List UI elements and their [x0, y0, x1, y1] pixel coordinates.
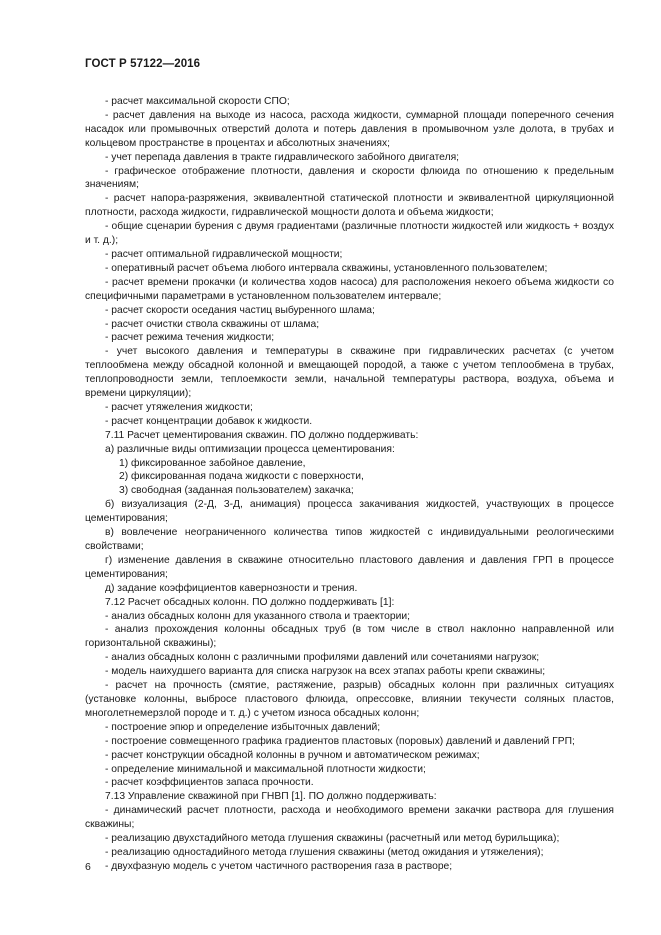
paragraph: - реализацию двухстадийного метода глушения скважины (расчетный или метод бурильщика); [105, 833, 560, 845]
paragraph: 3) свободная (заданная пользователем) закачка; [119, 485, 354, 497]
paragraph: - расчет скорости оседания частиц выбуренного шлама; [105, 304, 375, 316]
paragraph: г) изменение давления в скважине относительно пластового давления и давления ГРП в процессе цементирования; [85, 554, 614, 580]
paragraph: - реализацию одностадийного метода глушения скважины (метод ожидания и утяжеления); [105, 846, 544, 858]
paragraph: - учет перепада давления в тракте гидравлического забойного двигателя; [105, 151, 460, 163]
paragraph: - анализ прохождения колонны обсадных труб (в том числе в ствол наклонно направленной или горизонтальной скважины); [85, 624, 614, 650]
paragraph: 7.11 Расчет цементирования скважин. ПО должно поддерживать: [105, 429, 419, 441]
paragraph: 1) фиксированное забойное давление, [119, 457, 306, 469]
paragraph: - расчет оптимальной гидравлической мощности; [105, 248, 343, 260]
paragraph: 7.12 Расчет обсадных колонн. ПО должно поддерживать [1]: [105, 596, 395, 608]
paragraph: - расчет очистки ствола скважины от шлама; [105, 318, 320, 330]
document-code-header: ГОСТ Р 57122—2016 [85, 58, 201, 70]
paragraph: - расчет напора-разряжения, эквивалентной статической плотности и эквивалентной циркуляционной плотности, расхода жидкости, гидравлической мощности долота и объема жидкости; [85, 193, 614, 219]
paragraph: - анализ обсадных колонн с различными профилями давлений или сочетаниями нагрузок; [105, 652, 540, 664]
paragraph: - построение совмещенного графика градиентов пластовых (поровых) давлений и давлений ГРП; [105, 735, 575, 747]
paragraph: 2) фиксированная подача жидкости с поверхности, [119, 471, 364, 483]
paragraph: - построение эпюр и определение избыточных давлений; [105, 721, 381, 733]
paragraph: - двухфазную модель с учетом частичного растворения газа в растворе; [105, 860, 453, 872]
paragraph: - общие сценарии бурения с двумя градиентами (различные плотности жидкостей или жидкость + воздух и т. д.); [85, 221, 614, 247]
paragraph: 7.13 Управление скважиной при ГНВП [1]. ПО должно поддерживать: [105, 791, 437, 803]
document-body [85, 95, 614, 874]
paragraph: - расчет утяжеления жидкости; [105, 401, 253, 413]
paragraph: - расчет коэффициентов запаса прочности. [105, 777, 314, 789]
paragraph: - оперативный расчет объема любого интервала скважины, установленного пользователем; [105, 262, 548, 274]
paragraph: б) визуализация (2-Д, 3-Д, анимация) процесса закачивания жидкостей, участвующих в процессе цементирования; [85, 499, 614, 525]
paragraph: - анализ обсадных колонн для указанного ствола и траектории; [105, 610, 410, 622]
paragraph: - динамический расчет плотности, расхода и необходимого времени закачки раствора для глушения скважины; [85, 805, 614, 831]
paragraph: - расчет на прочность (смятие, растяжение, разрыв) обсадных колонн при различных ситуациях (установке колонны, выбросе пластового флюида, опрессовке, влиянии текучести соляных пластов, многолетнемерзлой породе и т. д.) с учетом износа обсадных колонн; [85, 680, 614, 719]
paragraph: - модель наихудшего варианта для списка нагрузок на всех этапах работы крепи скважины; [105, 666, 546, 678]
paragraph: - учет высокого давления и температуры в скважине при гидравлических расчетах (с учетом теплообмена между обсадной колонной и вмещающей породой, а также с учетом теплообмена в трубах, теплопроводности земли, теплоемкости земли, начальной температуры раствора, воздуха, объема и времени циркуляции); [85, 346, 614, 400]
paragraph: - расчет конструкции обсадной колонны в ручном и автоматическом режимах; [105, 749, 480, 761]
paragraph: - расчет давления на выходе из насоса, расхода жидкости, суммарной площади поперечного сечения насадок или промывочных отверстий долота и потерь давления в промывочном узле долота, в трубах и кольцевом пространстве в процентах и абсолютных значениях; [85, 109, 614, 149]
paragraph: в) вовлечение неограниченного количества типов жидкостей с индивидуальными реологическими свойствами; [85, 527, 614, 552]
paragraph: - расчет режима течения жидкости; [105, 332, 275, 344]
paragraph: - расчет концентрации добавок к жидкости. [105, 415, 313, 427]
page-number: 6 [85, 861, 91, 873]
paragraph: - определение минимальной и максимальной плотности жидкости; [105, 763, 426, 775]
paragraph: а) различные виды оптимизации процесса цементирования: [105, 443, 395, 455]
paragraph: д) задание коэффициентов кавернозности и трения. [105, 582, 358, 594]
paragraph: - расчет времени прокачки (и количества ходов насоса) для расположения некоего объема жидкости со специфичными параметрами в установленном пользователем интервале; [85, 276, 614, 302]
paragraph: - расчет максимальной скорости СПО; [105, 96, 290, 107]
paragraph: - графическое отображение плотности, давления и скорости флюида по отношению к предельным значениям; [85, 165, 614, 191]
